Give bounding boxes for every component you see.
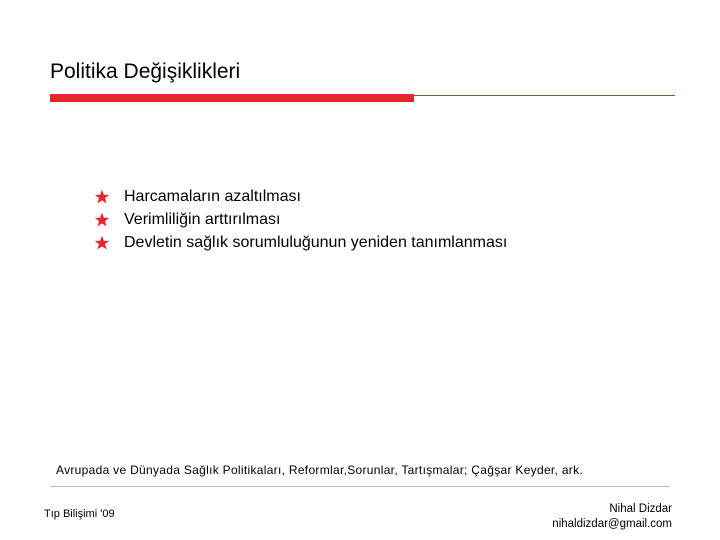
author-email: nihaldizdar@gmail.com [552, 518, 672, 530]
bullet-item [94, 185, 507, 208]
bullet-text: Devletin sağlık sorumluluğunun yeniden tanımlanması [124, 233, 508, 251]
footer-citation: Avrupada ve Dünyada Sağlık Politikaları, Reformlar,Sorunlar, Tartışmalar; Çağşar Keyder, ark. [56, 463, 584, 477]
author-name: Nihal Dizdar [609, 503, 672, 515]
bullet-text: Harcamaların azaltılması [124, 187, 301, 205]
footer-author [552, 502, 672, 532]
footer-left-text: Tıp Bilişimi '09 [44, 508, 115, 520]
star-icon [94, 189, 110, 205]
star-icon [94, 235, 110, 251]
bullet-item [94, 231, 507, 254]
bullet-text: Verimliliğin arttırılması [124, 210, 281, 228]
title-underline-thick [50, 94, 414, 102]
slide-title: Politika Değişiklikleri [50, 60, 241, 83]
bullet-list [94, 185, 507, 254]
star-icon [94, 212, 110, 228]
title-underline-thin [414, 95, 675, 96]
bullet-item [94, 208, 507, 231]
footer-divider [50, 486, 670, 487]
